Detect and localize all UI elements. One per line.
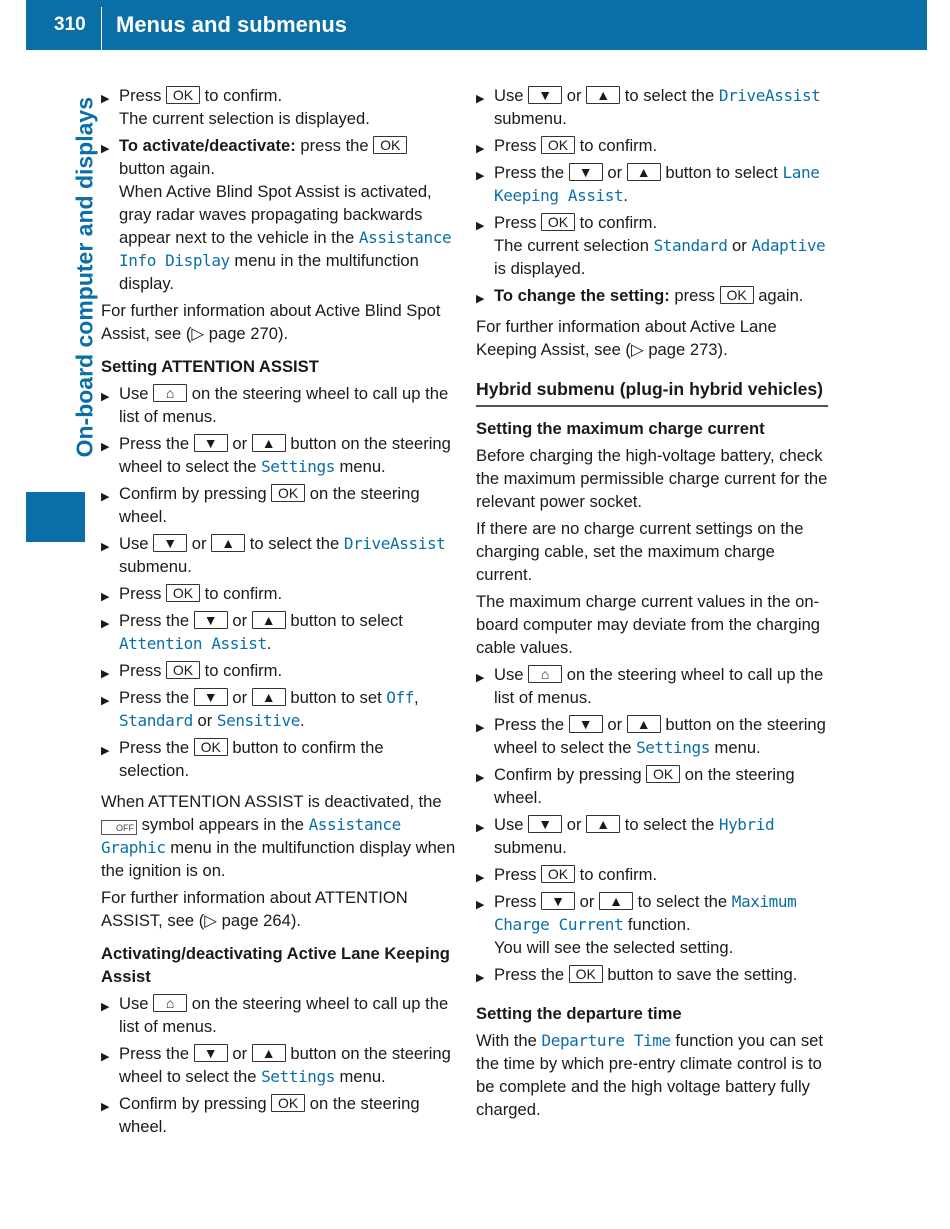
down-key-icon: ▼ <box>194 611 228 629</box>
step-result: The current selection is displayed. <box>119 109 370 128</box>
step-item <box>476 763 828 809</box>
display-text: Attention Assist <box>119 634 267 653</box>
display-text: Settings <box>261 1067 335 1086</box>
ok-key: OK <box>646 765 680 783</box>
step-item <box>101 736 456 782</box>
display-text: Lane Keeping Assist <box>494 163 820 205</box>
step-item <box>101 432 456 478</box>
step-text: to confirm. <box>200 584 283 603</box>
step-text: Press the <box>494 715 569 734</box>
step-text: Use <box>119 384 154 403</box>
ok-key: OK <box>541 213 575 231</box>
step-item <box>476 84 828 130</box>
or-text: or <box>191 534 207 553</box>
step-text: Press the <box>119 611 194 630</box>
step-item <box>476 134 828 157</box>
ok-key: OK <box>166 661 200 679</box>
up-key-icon: ▲ <box>252 434 286 452</box>
step-result: is displayed. <box>494 259 586 278</box>
header-divider <box>101 7 102 51</box>
display-text: Standard <box>653 236 728 255</box>
step-text: Press the <box>119 434 194 453</box>
step-text: . <box>623 186 628 205</box>
step-item <box>101 382 456 428</box>
ok-key: OK <box>194 738 228 756</box>
step-item <box>476 863 828 886</box>
or-text: or <box>579 892 595 911</box>
step-item <box>476 713 828 759</box>
step-result: or <box>727 236 752 255</box>
step-text: on the steering wheel to call up the list of menus. <box>119 994 449 1036</box>
step-item <box>101 659 456 682</box>
step-text: press the <box>295 136 374 155</box>
step-text: Press <box>119 86 167 105</box>
display-text: Departure Time <box>541 1031 671 1050</box>
info-paragraph <box>101 790 456 882</box>
attention-assist-off-icon: OFF <box>101 820 137 835</box>
step-text: button to select <box>285 611 403 630</box>
step-text: on the steering wheel. <box>494 765 795 807</box>
step-text: to select the <box>620 815 719 834</box>
chapter-label-text: On-board computer and displays <box>71 97 97 458</box>
info-paragraph: If there are no charge current settings on the charging cable, set the maximum charge current. <box>476 519 804 584</box>
display-text: Adaptive <box>751 236 826 255</box>
step-text: Confirm by pressing <box>494 765 647 784</box>
home-key-icon: ⌂ <box>528 665 562 683</box>
ok-key: OK <box>373 136 407 154</box>
step-item <box>476 890 828 959</box>
page-number: 310 <box>54 14 86 35</box>
step-confirm <box>101 84 456 130</box>
paragraph-text: menu in the multifunction display when the ignition is on. <box>101 838 456 880</box>
or-text: or <box>232 611 248 630</box>
step-text: menu. <box>709 738 761 757</box>
display-text: Assistance Info Display <box>119 228 452 270</box>
info-paragraph: For further information about Active Blind Spot Assist, see (▷ page 270). <box>101 301 441 343</box>
step-item <box>101 1092 456 1138</box>
step-text: Press the <box>119 688 194 707</box>
home-key-icon: ⌂ <box>153 384 187 402</box>
up-key-icon: ▲ <box>252 611 286 629</box>
step-text: Use <box>119 534 154 553</box>
step-text: menu. <box>334 1067 386 1086</box>
ok-key: OK <box>166 584 200 602</box>
or-text: or <box>566 815 582 834</box>
ok-key: OK <box>541 865 575 883</box>
paragraph-text: When ATTENTION ASSIST is deactivated, the <box>101 792 442 811</box>
step-text: Press <box>494 865 542 884</box>
or-text: or <box>607 715 623 734</box>
step-text: to select the <box>620 86 719 105</box>
step-text: on the steering wheel to call up the list of menus. <box>119 384 449 426</box>
step-text: to select the <box>245 534 344 553</box>
step-text: function. <box>623 915 691 934</box>
down-key-icon: ▼ <box>541 892 575 910</box>
step-text: . <box>299 711 305 730</box>
step-text: . <box>266 634 272 653</box>
step-item <box>101 1042 456 1088</box>
down-key-icon: ▼ <box>194 434 228 452</box>
step-text: Press <box>494 136 542 155</box>
ok-key: OK <box>271 1094 305 1112</box>
display-text: Sensitive <box>216 711 300 730</box>
step-item <box>101 686 456 732</box>
step-text: Confirm by pressing <box>119 1094 272 1113</box>
step-text: again. <box>753 286 804 305</box>
step-item <box>476 963 828 986</box>
step-text: , <box>414 688 419 707</box>
step-bold-label: To change the setting: <box>494 286 670 305</box>
step-text: submenu. <box>494 838 567 857</box>
display-text: DriveAssist <box>343 534 446 553</box>
up-key-icon: ▲ <box>586 815 620 833</box>
or-text: or <box>232 434 248 453</box>
step-text: button to save the setting. <box>602 965 798 984</box>
section-heading-charge-current: Setting the maximum charge current <box>476 419 765 438</box>
step-text: to confirm. <box>575 136 658 155</box>
step-item <box>476 211 828 280</box>
step-text: to confirm. <box>200 86 283 105</box>
up-key-icon: ▲ <box>627 163 661 181</box>
chapter-label <box>70 97 97 458</box>
step-text: Press <box>119 584 167 603</box>
step-text: button again. <box>119 159 215 178</box>
display-text: Assistance Graphic <box>101 815 401 857</box>
page-title: Menus and submenus <box>116 12 348 37</box>
up-key-icon: ▲ <box>599 892 633 910</box>
page-header <box>26 0 927 50</box>
step-result: menu in the multifunction display. <box>119 251 419 293</box>
step-text: to confirm. <box>575 865 658 884</box>
down-key-icon: ▼ <box>194 688 228 706</box>
step-item <box>101 992 456 1038</box>
display-text: Standard <box>119 711 193 730</box>
section-heading-lane-keeping: Activating/deactivating Active Lane Keeping Assist <box>101 944 450 986</box>
ok-key: OK <box>541 136 575 154</box>
step-item <box>101 532 456 578</box>
right-column <box>476 84 828 1125</box>
step-result: The current selection <box>494 236 654 255</box>
up-key-icon: ▲ <box>627 715 661 733</box>
step-item <box>476 663 828 709</box>
section-heading-hybrid-submenu: Hybrid submenu (plug-in hybrid vehicles) <box>476 377 828 407</box>
step-text: button on the steering wheel to select the <box>494 715 826 757</box>
down-key-icon: ▼ <box>528 815 562 833</box>
display-text: Settings <box>261 457 335 476</box>
or-text: or <box>232 1044 248 1063</box>
home-key-icon: ⌂ <box>153 994 187 1012</box>
step-text: submenu. <box>119 557 192 576</box>
display-text: Hybrid <box>718 815 775 834</box>
step-text: Press the <box>119 1044 194 1063</box>
ok-key: OK <box>569 965 603 983</box>
down-key-icon: ▼ <box>569 163 603 181</box>
chapter-tab-marker <box>26 492 85 542</box>
display-text: Maximum Charge Current <box>494 892 797 934</box>
section-heading-departure-time: Setting the departure time <box>476 1004 682 1023</box>
up-key-icon: ▲ <box>252 1044 286 1062</box>
down-key-icon: ▼ <box>528 86 562 104</box>
left-column <box>101 84 456 1142</box>
step-item <box>101 582 456 605</box>
display-text: DriveAssist <box>718 86 821 105</box>
step-item <box>476 813 828 859</box>
up-key-icon: ▲ <box>586 86 620 104</box>
down-key-icon: ▼ <box>569 715 603 733</box>
step-text: press <box>669 286 720 305</box>
step-text: Use <box>494 665 529 684</box>
section-heading-attention-assist: Setting ATTENTION ASSIST <box>101 357 319 376</box>
paragraph-text: function you can set the time by which pre-entry climate control is to be complete and the high voltage battery fully charged. <box>476 1031 823 1119</box>
step-item <box>101 609 456 655</box>
step-text: on the steering wheel to call up the list of menus. <box>494 665 824 707</box>
step-item <box>101 482 456 528</box>
paragraph-text: symbol appears in the <box>137 815 309 834</box>
info-paragraph <box>476 1029 828 1121</box>
or-text: or <box>607 163 623 182</box>
or-text: or <box>566 86 582 105</box>
step-text: Press the <box>119 738 194 757</box>
step-text: on the steering wheel. <box>119 1094 420 1136</box>
step-text: button on the steering wheel to select the <box>119 1044 451 1086</box>
ok-key: OK <box>271 484 305 502</box>
step-text: to select the <box>633 892 732 911</box>
step-text: submenu. <box>494 109 567 128</box>
step-text: Use <box>119 994 154 1013</box>
display-text: Settings <box>636 738 710 757</box>
info-paragraph: For further information about Active Lane Keeping Assist, see (▷ page 273). <box>476 317 777 359</box>
step-activate-deactivate <box>101 134 456 295</box>
step-text: button to select <box>660 163 783 182</box>
info-paragraph: The maximum charge current values in the on-board computer may deviate from the charging cable values. <box>476 592 821 657</box>
ok-key: OK <box>720 286 754 304</box>
step-text: button on the steering wheel to select the <box>119 434 451 476</box>
step-result: When Active Blind Spot Assist is activated, gray radar waves propagating backwards appear next to the vehicle in the <box>119 182 432 247</box>
paragraph-text: With the <box>476 1031 542 1050</box>
ok-key: OK <box>166 86 200 104</box>
down-key-icon: ▼ <box>194 1044 228 1062</box>
up-key-icon: ▲ <box>252 688 286 706</box>
step-text: or <box>192 711 217 730</box>
step-bold-label: To activate/deactivate: <box>119 136 296 155</box>
info-paragraph: For further information about ATTENTION ASSIST, see (▷ page 264). <box>101 888 408 930</box>
info-paragraph: Before charging the high-voltage battery, check the maximum permissible charge current for the relevant power socket. <box>476 446 828 511</box>
step-text: on the steering wheel. <box>119 484 420 526</box>
down-key-icon: ▼ <box>153 534 187 552</box>
display-text: Off <box>386 688 414 707</box>
step-text: Use <box>494 815 529 834</box>
step-text: Press <box>119 661 167 680</box>
step-text: Press the <box>494 965 569 984</box>
step-result: You will see the selected setting. <box>494 938 734 957</box>
step-text: to confirm. <box>200 661 283 680</box>
step-text: Press the <box>494 163 569 182</box>
step-text: button to set <box>285 688 387 707</box>
step-text: Confirm by pressing <box>119 484 272 503</box>
step-change-setting <box>476 284 828 307</box>
step-text: Use <box>494 86 529 105</box>
step-text: to confirm. <box>575 213 658 232</box>
step-text: menu. <box>334 457 386 476</box>
step-text: Press <box>494 213 542 232</box>
step-text: Press <box>494 892 542 911</box>
step-item <box>476 161 828 207</box>
step-text: button to confirm the selection. <box>119 738 384 780</box>
up-key-icon: ▲ <box>211 534 245 552</box>
or-text: or <box>232 688 248 707</box>
